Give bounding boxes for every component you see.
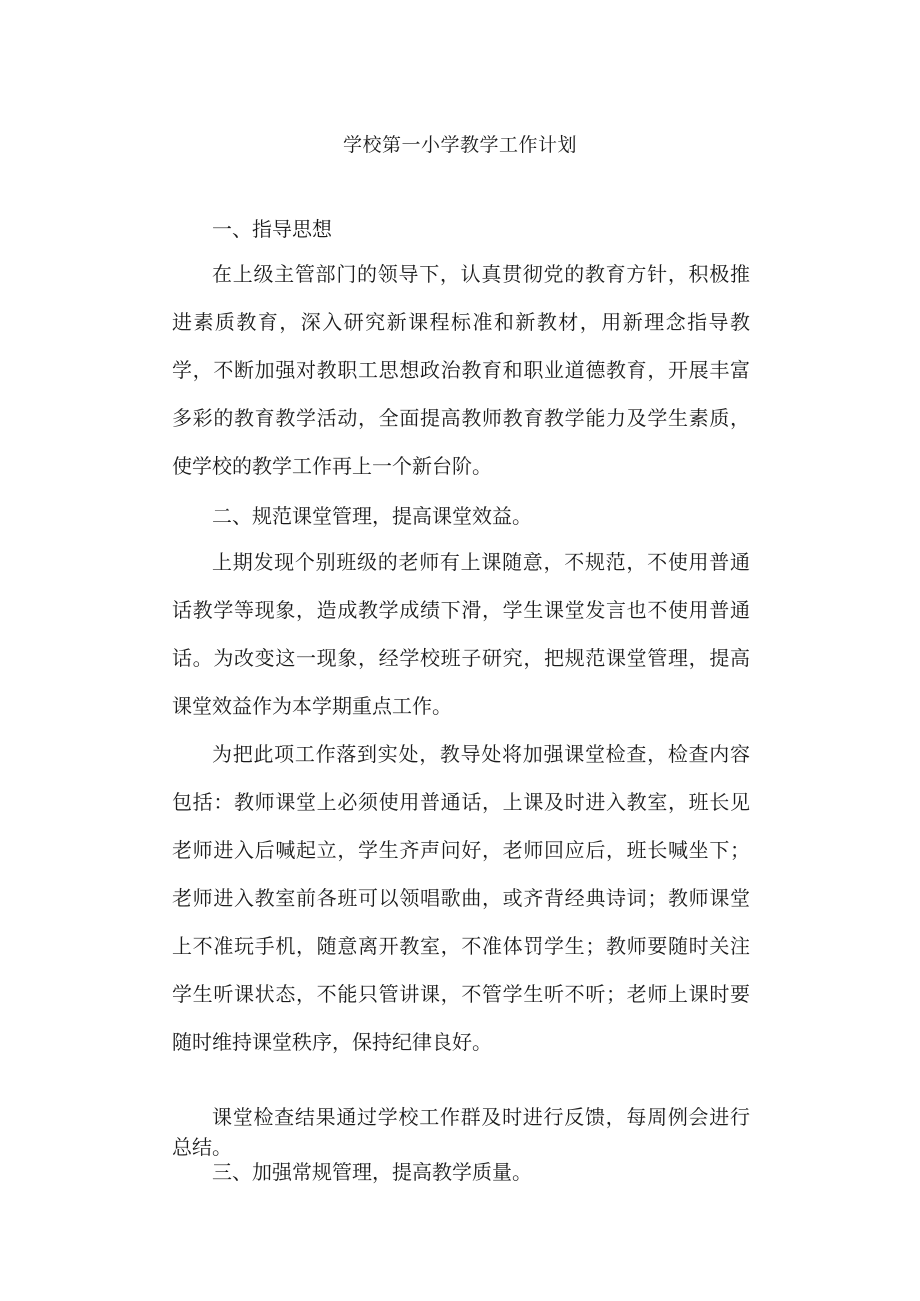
- document-title: 学校第一小学教学工作计划: [342, 134, 577, 156]
- paragraph: 上期发现个别班级的老师有上课随意，不规范，不使用普通话教学等现象，造成教学成绩下滑，学生课堂发言也不使用普通话。为改变这一现象，经学校班子研究，把规范课堂管理，提高课堂效益作为本学期重点工作。: [172, 550, 750, 718]
- section-2-body: [172, 538, 750, 1066]
- section-heading: 三、加强常规管理，提高教学质量。: [212, 1160, 532, 1184]
- paragraph: 课堂检查结果通过学校工作群及时进行反馈，每周例会进行总结。: [172, 1105, 750, 1159]
- section-heading-2: [172, 492, 750, 540]
- paragraph: 在上级主管部门的领导下，认真贯彻党的教育方针，积极推进素质教育，深入研究新课程标准和新教材，用新理念指导教学，不断加强对教职工思想政治教育和职业道德教育，开展丰富多彩的教育教学活动，全面提高教师教育教学能力及学生素质，使学校的教学工作再上一个新台阶。: [172, 262, 750, 478]
- section-heading-1: [172, 205, 750, 253]
- section-heading-3: [172, 1148, 750, 1196]
- section-heading: 二、规范课堂管理，提高课堂效益。: [212, 504, 532, 528]
- paragraph: 为把此项工作落到实处，教导处将加强课堂检查，检查内容包括：教师课堂上必须使用普通话，上课及时进入教室，班长见老师进入后喊起立，学生齐声问好，老师回应后，班长喊坐下；老师进入教室前各班可以领唱歌曲，或齐背经典诗词；教师课堂上不准玩手机，随意离开教室，不准体罚学生；教师要随时关注学生听课状态，不能只管讲课，不管学生听不听；老师上课时要随时维持课堂秩序，保持纪律良好。: [172, 742, 750, 1054]
- section-heading: 一、指导思想: [212, 217, 332, 241]
- section-1-body: [172, 250, 750, 490]
